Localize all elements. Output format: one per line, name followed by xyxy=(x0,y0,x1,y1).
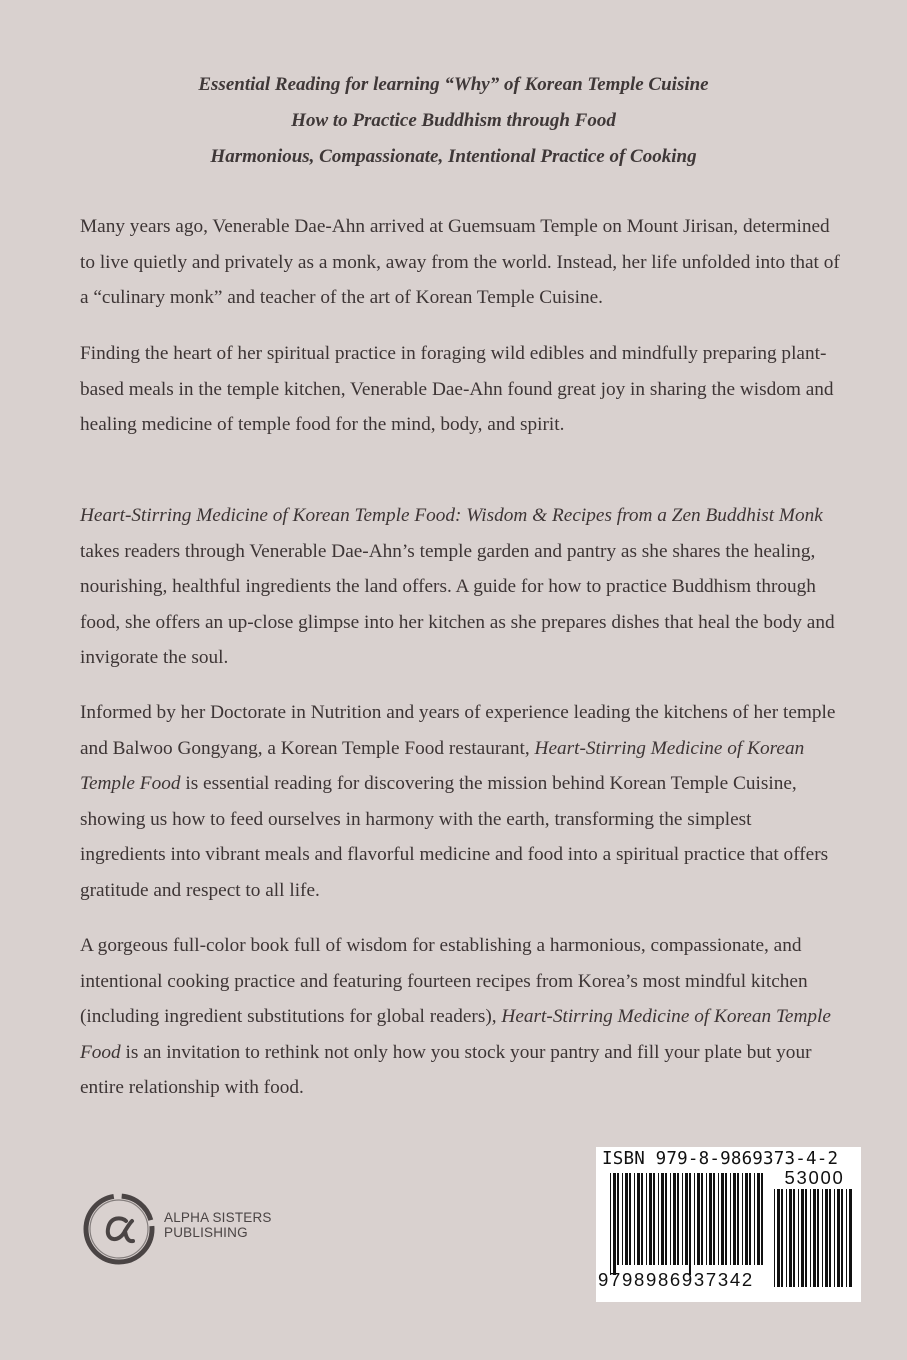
barcode-bar xyxy=(777,1189,780,1287)
barcode-bar xyxy=(721,1173,724,1265)
barcode-bar xyxy=(754,1173,755,1265)
book-title-italic: Heart-Stirring Medicine of Korean Temple Food: Wisdom & Recipes from a Zen Buddhist Monk xyxy=(80,505,823,526)
barcode-bar xyxy=(685,1173,688,1265)
barcode-bar xyxy=(706,1173,707,1265)
barcode-bar xyxy=(749,1173,751,1265)
book-title-italic: Heart-Stirring Medicine of Korean Temple Food xyxy=(80,737,805,794)
barcode-bar xyxy=(745,1173,748,1265)
paragraph-practice: Finding the heart of her spiritual practice in foraging wild edibles and mindfully preparing plant-based meals in the temple kitchen, Venerable Dae-Ahn found great joy in sharing the wisdom and healing medicine of temple food for the mind, body, and spirit. xyxy=(80,343,834,435)
barcode-bar xyxy=(629,1173,631,1265)
barcode-bar xyxy=(646,1173,647,1265)
barcode-bar xyxy=(825,1189,828,1287)
paragraph-text: takes readers through Venerable Dae-Ahn’s temple garden and pantry as she shares the healing, nourishing, healthful ingredients the land offers. A guide for how to practice Buddhism through food, she offers an up-close glimpse into her kitchen as she prepares dishes that heal the body and invigorate the soul. xyxy=(80,540,835,668)
alpha-logo-icon xyxy=(78,1183,160,1275)
publisher-logo xyxy=(78,1183,298,1275)
barcode-bar xyxy=(641,1173,643,1265)
publisher-name-line-1: ALPHA SISTERS xyxy=(164,1210,272,1225)
tagline-3: Harmonious, Compassionate, Intentional Practice of Cooking xyxy=(210,146,697,167)
barcode-bar xyxy=(677,1173,679,1265)
paragraph-text: is essential reading for discovering the mission behind Korean Temple Cuisine, showing us how to feed ourselves in harmony with the earth, transforming the simplest ingredients into vibrant meals and flavorful medicine and food into a spiritual practice that offers gratitude and respect to all life. xyxy=(80,773,829,901)
barcode-bar xyxy=(837,1189,840,1287)
barcode-bar xyxy=(673,1173,676,1265)
barcode-bar xyxy=(689,1173,691,1275)
paragraph-book-summary xyxy=(80,498,840,676)
barcode-panel xyxy=(596,1147,861,1302)
barcode-bar xyxy=(622,1173,623,1265)
isbn-label: ISBN 979-8-9869373-4-2 xyxy=(602,1149,839,1169)
barcode-bar xyxy=(805,1189,807,1287)
barcode-bar xyxy=(653,1173,655,1265)
barcode-bar xyxy=(718,1173,719,1265)
barcode-bar xyxy=(789,1189,792,1287)
paragraph-text: Informed by her Doctorate in Nutrition and years of experience leading the kitchens of her temple and Balwoo Gongyang, a Korean Temple Food restaurant, xyxy=(80,702,836,759)
tagline-1: Essential Reading for learning “Why” of Korean Temple Cuisine xyxy=(198,74,709,95)
barcode-bar xyxy=(637,1173,640,1265)
barcode-bar xyxy=(849,1189,852,1287)
paragraph-closing xyxy=(80,928,840,1106)
barcode-bar xyxy=(701,1173,703,1265)
barcode-bar xyxy=(742,1173,743,1265)
barcode-bar xyxy=(810,1189,811,1287)
barcode-bar xyxy=(665,1173,667,1265)
paragraph-text: is an invitation to rethink not only how you stock your pantry and fill your plate but your entire relationship with food. xyxy=(80,1041,812,1098)
paragraph-intro: Many years ago, Venerable Dae-Ahn arrived at Guemsuam Temple on Mount Jirisan, determined to live quietly and privately as a monk, away from the world. Instead, her life unfolded into that of a “culinary monk” and teacher of the art of Korean Temple Cuisine. xyxy=(80,216,840,308)
barcode-bar xyxy=(813,1189,816,1287)
publisher-name xyxy=(164,1210,272,1240)
barcode-bar xyxy=(846,1189,847,1287)
barcode-bar xyxy=(829,1189,831,1287)
barcode-bar xyxy=(801,1189,804,1287)
barcode-bar xyxy=(774,1189,775,1287)
barcode-bar xyxy=(834,1189,835,1287)
barcode-bar xyxy=(757,1173,760,1265)
tagline-2: How to Practice Buddhism through Food xyxy=(291,110,616,131)
barcode-bar xyxy=(761,1173,763,1265)
addon-barcode xyxy=(774,1189,854,1297)
book-title-italic: Heart-Stirring Medicine of Korean Temple Food xyxy=(80,1006,831,1063)
barcode-bar xyxy=(730,1173,731,1265)
barcode-bar xyxy=(786,1189,787,1287)
barcode-bar xyxy=(793,1189,795,1287)
barcode-bar xyxy=(649,1173,652,1265)
barcode-bar xyxy=(817,1189,819,1287)
barcode-bar xyxy=(709,1173,712,1265)
barcode-bar xyxy=(634,1173,635,1265)
barcode-bar xyxy=(697,1173,700,1265)
barcode-bar xyxy=(613,1173,616,1275)
barcode-bar xyxy=(661,1173,664,1265)
barcode-bar xyxy=(625,1173,628,1265)
paragraph-author-background xyxy=(80,695,840,908)
barcode-bar xyxy=(798,1189,799,1287)
barcode-bar xyxy=(670,1173,671,1265)
barcode-bar xyxy=(713,1173,715,1265)
publisher-name-line-2: PUBLISHING xyxy=(164,1225,248,1240)
ean-digits: 9798986937342 xyxy=(598,1269,754,1290)
barcode-bar xyxy=(658,1173,659,1265)
barcode-bar xyxy=(610,1173,611,1275)
ean-barcode xyxy=(610,1173,768,1275)
barcode-bar xyxy=(694,1173,695,1265)
barcode-bar xyxy=(781,1189,783,1287)
barcode-bar xyxy=(682,1173,683,1265)
barcode-bar xyxy=(737,1173,739,1265)
barcode-bar xyxy=(733,1173,736,1265)
barcode-bar xyxy=(617,1173,619,1265)
barcode-bar xyxy=(725,1173,727,1265)
barcode-bar xyxy=(841,1189,843,1287)
paragraph-text: A gorgeous full-color book full of wisdom for establishing a harmonious, compassionate, and intentional cooking practice and featuring fourteen recipes from Korea’s most mindful kitchen (including ingredient substitutions for global readers), xyxy=(80,935,808,1027)
addon-digits: 53000 xyxy=(784,1167,845,1188)
barcode-bar xyxy=(822,1189,823,1287)
